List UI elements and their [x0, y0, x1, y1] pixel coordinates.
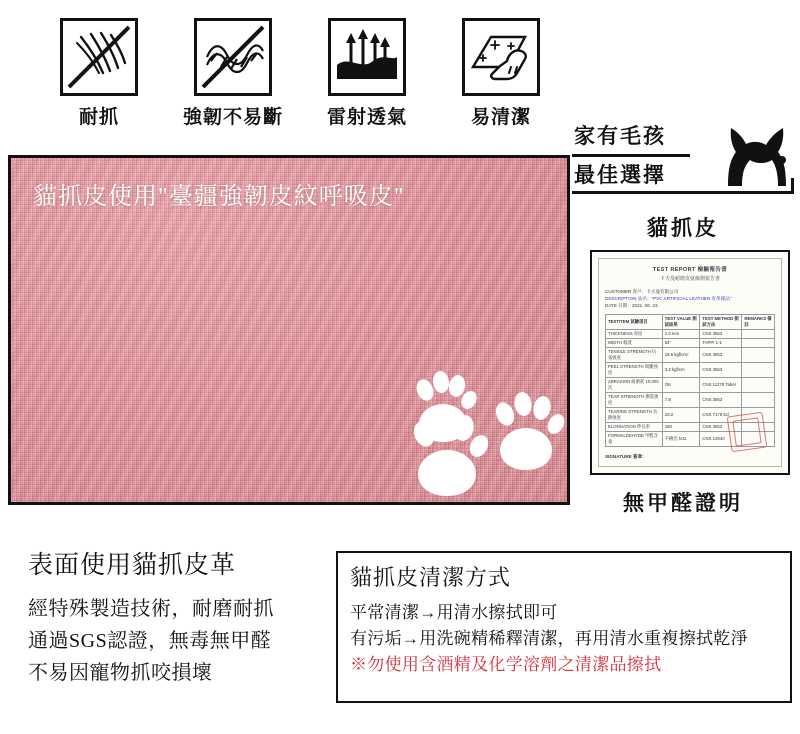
care-instructions-box — [336, 551, 792, 703]
certificate-document — [598, 258, 782, 467]
certificate-title: 貓抓皮 — [647, 216, 719, 240]
cell-value: 7.8 — [662, 393, 700, 408]
certificate-doc-subheader: 卡夫曼耐磨皮氨檢測報告書 — [659, 276, 720, 282]
feature-label: 強韌不易斷 — [182, 107, 283, 128]
material-description-line: 通過SGS認證，無毒無甲醛 — [28, 630, 272, 652]
feature-item — [308, 18, 426, 129]
care-instruction-line: 有污垢→用洗碗精稀釋清潔，再用清水重複擦拭乾淨 — [350, 629, 748, 648]
cell-method: CNS 3553 — [700, 348, 742, 363]
cell-method: CNS 3553 — [700, 330, 742, 339]
cat-slogan-lines — [572, 118, 690, 193]
cell-method: CNS 11278 Taber — [700, 378, 742, 393]
slogan-underline — [572, 191, 794, 194]
cell-remark — [742, 339, 775, 348]
table-header-row — [606, 315, 775, 330]
column-header: REMARKS 備註 — [742, 315, 775, 330]
cat-slogan-line-1: 家有毛孩 — [572, 118, 690, 157]
certificate-subtitle: 無甲醛證明 — [623, 491, 743, 515]
cell-value: 54" — [662, 339, 700, 348]
cell-value: 180 — [662, 423, 700, 432]
certificate-signature-label: SIGNATURE 簽章： — [605, 454, 647, 459]
cell-method: CNS 3553 — [700, 363, 742, 378]
feature-list — [40, 18, 560, 129]
column-header: TEST METHOD 測試方法 — [700, 315, 742, 330]
cell-value: 不檢出 N.D. — [662, 432, 700, 447]
cell-method: CNS 14940 — [700, 432, 742, 447]
red-seal-stamp — [727, 412, 768, 453]
cell-item: PEEL STRENGTH 剝離強度 — [606, 363, 663, 378]
table-row — [606, 363, 775, 378]
swatch-caption: 貓抓皮使用"臺疆強韌皮紋呼吸皮" — [33, 184, 405, 210]
column-header: TEST VALUE 測試結果 — [662, 315, 700, 330]
care-warning-text: ※勿使用含酒精及化学溶劑之清潔品擦拭 — [350, 655, 662, 674]
material-description-line: 不易因寵物抓咬損壞 — [28, 662, 213, 684]
cell-value: 18.6 kgf/cm² — [662, 348, 700, 363]
cell-method: CNS 3553 — [700, 423, 742, 432]
cat-slogan-block — [572, 118, 794, 202]
certificate-meta-line: CUSTOMER 客戶：卡夫曼有限公司 — [605, 289, 679, 294]
paw-print-icon — [489, 390, 567, 478]
cat-slogan-line-2: 最佳選擇 — [574, 163, 666, 187]
cell-method: CNS 7178 Ed — [700, 408, 742, 423]
laser-breathable-icon — [328, 18, 406, 96]
certificate-meta-line: DESCRIPTION 品名："PVC ARTIFICIAL LEATHER 皮革樣品" — [605, 296, 732, 301]
cell-method: TAPPI 1-1 — [700, 339, 742, 348]
tear-resistant-icon — [194, 18, 272, 96]
cell-remark — [742, 393, 775, 408]
material-description-title: 表面使用貓抓皮革 — [28, 552, 237, 579]
cell-remark — [742, 378, 775, 393]
cell-item: TEARING STRENGTH 抗撕強度 — [606, 408, 663, 423]
scratch-resistant-icon — [60, 18, 138, 96]
cell-value: 10.2 — [662, 408, 700, 423]
easy-clean-icon — [462, 18, 540, 96]
feature-item — [40, 18, 158, 129]
material-swatch — [8, 155, 570, 505]
cell-item: FORMALDEHYDE 甲醛含量 — [606, 432, 663, 447]
cell-remark — [742, 363, 775, 378]
certificate-meta-line: DATE 日期：2021. 06. 23 — [605, 303, 658, 308]
certificate-meta — [605, 288, 775, 309]
cell-method: CNS 3553 — [700, 393, 742, 408]
cell-value: OK — [662, 378, 700, 393]
slogan-underline-tick — [791, 178, 794, 194]
material-description-line: 經特殊製造技術，耐磨耐抓 — [28, 598, 274, 620]
table-row — [606, 393, 775, 408]
cell-item: WIDTH 幅寬 — [606, 339, 663, 348]
feature-label: 易清潔 — [470, 107, 531, 128]
feature-item — [174, 18, 292, 129]
table-row — [606, 348, 775, 363]
cell-value: 1.0 mm — [662, 330, 700, 339]
cell-item: ABRASION 耐磨耗 10,000 次 — [606, 378, 663, 393]
material-description — [28, 545, 328, 689]
cell-item: THICKNESS 厚度 — [606, 330, 663, 339]
table-row — [606, 378, 775, 393]
feature-label: 耐抓 — [78, 107, 119, 128]
cell-item: ELONGATION 伸長率 — [606, 423, 663, 432]
cell-item: TENSILE STRENGTH 抗張強度 — [606, 348, 663, 363]
cell-remark — [742, 348, 775, 363]
table-row — [606, 339, 775, 348]
cell-item: TEAR STRENGTH 撕裂強度 — [606, 393, 663, 408]
column-header: TESTITEM 試驗項目 — [606, 315, 663, 330]
cat-silhouette-icon — [698, 120, 790, 186]
cell-value: 3.2 kgf/cm — [662, 363, 700, 378]
certificate-image — [590, 250, 790, 475]
certificate-doc-header: TEST REPORT 檢驗報告書 — [652, 267, 728, 273]
care-instruction-line: 平常清潔→用清水擦拭即可 — [350, 603, 558, 622]
cell-remark — [742, 330, 775, 339]
table-row — [606, 330, 775, 339]
care-instructions-title: 貓抓皮清潔方式 — [350, 565, 512, 590]
feature-label: 雷射透氣 — [326, 107, 407, 128]
feature-item — [442, 18, 560, 129]
paw-print-icon — [406, 408, 492, 504]
